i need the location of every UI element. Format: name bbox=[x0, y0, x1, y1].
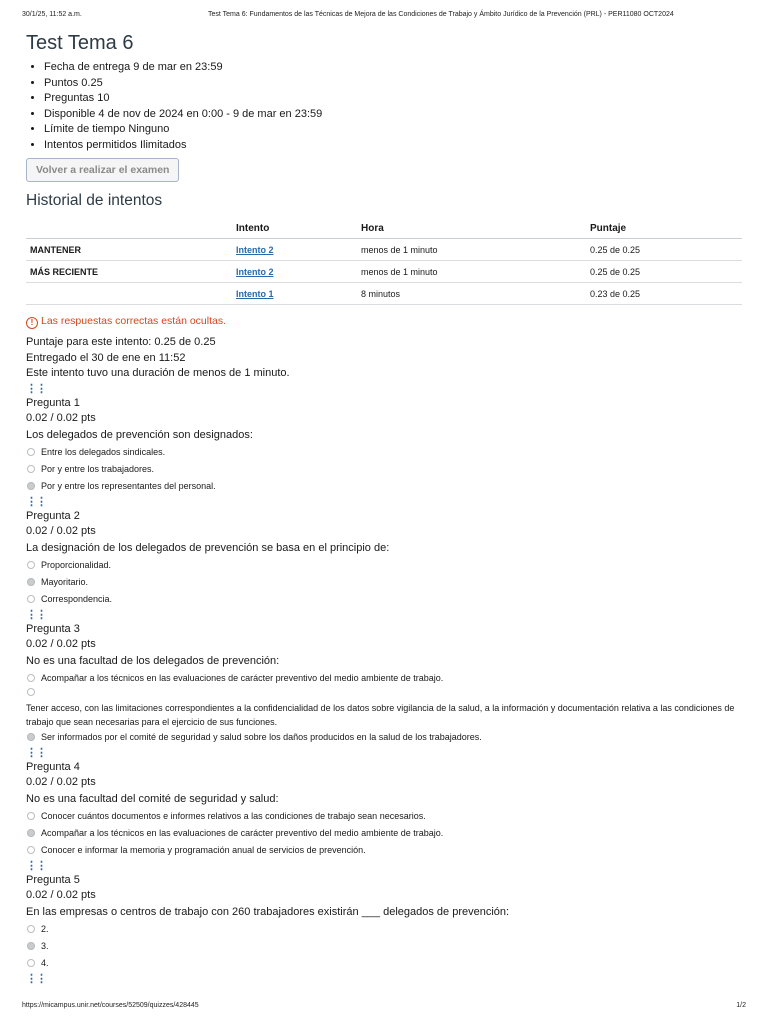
radio-button bbox=[27, 846, 35, 854]
answer-text: 4. bbox=[41, 957, 49, 968]
answer-text: Tener acceso, con las limitaciones correspondientes a la confidencialidad de los datos sobre vigilancia de la salud, a la información y documentación relativa a las condiciones de trabajo que sean necesarias para el ejercicio de sus funciones. bbox=[26, 702, 735, 727]
attempt-score: 0.25 de 0.25 bbox=[586, 261, 742, 283]
answer-option bbox=[26, 461, 744, 478]
attempt-time: menos de 1 minuto bbox=[357, 261, 586, 283]
attempt-score: 0.23 de 0.25 bbox=[586, 283, 742, 305]
detail-points: • Puntos 0.25 bbox=[44, 76, 744, 92]
answer-text: Ser informados por el comité de seguridad y salud sobre los daños producidos en la salud de los trabajadores. bbox=[41, 731, 482, 742]
attempt-history-table bbox=[26, 218, 742, 305]
attempt-status-label bbox=[26, 283, 232, 305]
column-header-attempt: Intento bbox=[232, 218, 357, 239]
answer-option bbox=[26, 921, 744, 938]
attempt-time: menos de 1 minuto bbox=[357, 239, 586, 261]
radio-button bbox=[27, 688, 35, 696]
question-block bbox=[26, 760, 744, 859]
question-points: 0.02 / 0.02 pts bbox=[26, 888, 96, 901]
answer-option bbox=[26, 557, 744, 574]
answer-text: Entre los delegados sindicales. bbox=[41, 446, 166, 457]
quiz-details-list bbox=[26, 60, 744, 153]
radio-button bbox=[27, 561, 35, 569]
question-text: No es una facultad de los delegados de prevención: bbox=[26, 654, 280, 667]
answer-text: Conocer cuántos documentos e informes relativos a las condiciones de trabajo sean necesarios. bbox=[41, 810, 426, 821]
attempt-history-heading: Historial de intentos bbox=[26, 192, 163, 209]
question-block bbox=[26, 509, 744, 608]
column-header-label bbox=[26, 218, 232, 239]
answer-option bbox=[26, 955, 744, 972]
drag-handle-icon[interactable]: ⋮⋮ bbox=[26, 382, 46, 395]
attempt-status-label: MANTENER bbox=[26, 239, 232, 261]
answer-text: Mayoritario. bbox=[41, 576, 89, 587]
answer-option bbox=[26, 808, 744, 825]
print-document-title: Test Tema 6: Fundamentos de las Técnicas de Mejora de las Condiciones de Trabajo y Ámbito Jurídico de la Prevención (PRL) - PER11080 OCT2024 bbox=[208, 11, 674, 18]
question-text: La designación de los delegados de prevención se basa en el principio de: bbox=[26, 541, 390, 554]
question-block bbox=[26, 622, 744, 746]
table-row bbox=[26, 283, 742, 305]
answer-option bbox=[26, 478, 744, 495]
question-text: En las empresas o centros de trabajo con 260 trabajadores existirán ___ delegados de prevención: bbox=[26, 905, 510, 918]
attempt-time: 8 minutos bbox=[357, 283, 586, 305]
radio-button bbox=[27, 674, 35, 682]
hidden-answers-warning bbox=[26, 314, 744, 328]
answer-option bbox=[26, 938, 744, 955]
column-header-score: Puntaje bbox=[586, 218, 742, 239]
column-header-time: Hora bbox=[357, 218, 586, 239]
answer-text: Acompañar a los técnicos en las evaluaciones de carácter preventivo del medio ambiente de trabajo. bbox=[41, 827, 444, 838]
answer-option bbox=[26, 444, 744, 461]
question-points: 0.02 / 0.02 pts bbox=[26, 775, 96, 788]
radio-button-selected bbox=[27, 942, 35, 950]
print-date: 30/1/25, 11:52 a.m. bbox=[22, 11, 82, 18]
drag-handle-icon[interactable]: ⋮⋮ bbox=[26, 608, 46, 621]
question-points: 0.02 / 0.02 pts bbox=[26, 411, 96, 424]
warning-icon: ! bbox=[26, 317, 38, 329]
answer-option bbox=[26, 729, 744, 746]
print-url: https://micampus.unir.net/courses/52509/quizzes/428445 bbox=[22, 1002, 199, 1009]
radio-button bbox=[27, 812, 35, 820]
radio-button-selected bbox=[27, 578, 35, 586]
radio-button-selected bbox=[27, 829, 35, 837]
question-points: 0.02 / 0.02 pts bbox=[26, 524, 96, 537]
answer-text: Por y entre los representantes del personal. bbox=[41, 480, 216, 491]
radio-button-selected bbox=[27, 482, 35, 490]
radio-button-selected bbox=[27, 733, 35, 741]
question-title: Pregunta 5 bbox=[26, 873, 80, 886]
answer-text: Proporcionalidad. bbox=[41, 559, 112, 570]
radio-button bbox=[27, 925, 35, 933]
drag-handle-icon[interactable]: ⋮⋮ bbox=[26, 495, 46, 508]
retake-quiz-button[interactable]: Volver a realizar el examen bbox=[26, 158, 179, 182]
drag-handle-icon[interactable]: ⋮⋮ bbox=[26, 972, 46, 985]
radio-button bbox=[27, 448, 35, 456]
attempt-score: 0.25 de 0.25 bbox=[586, 239, 742, 261]
detail-allowed-attempts: • Intentos permitidos Ilimitados bbox=[44, 138, 744, 154]
answer-text: Acompañar a los técnicos en las evaluaciones de carácter preventivo del medio ambiente de trabajo. bbox=[41, 672, 444, 683]
question-block bbox=[26, 873, 744, 972]
detail-due-date: • Fecha de entrega 9 de mar en 23:59 bbox=[44, 60, 744, 76]
answer-text: Correspondencia. bbox=[41, 593, 113, 604]
question-title: Pregunta 1 bbox=[26, 396, 80, 409]
quiz-content bbox=[26, 30, 744, 986]
question-title: Pregunta 3 bbox=[26, 622, 80, 635]
attempt-link[interactable]: Intento 2 bbox=[236, 244, 274, 255]
answer-option bbox=[26, 670, 744, 687]
print-header bbox=[22, 9, 746, 23]
answer-option bbox=[26, 574, 744, 591]
answer-text: 3. bbox=[41, 940, 49, 951]
attempt-status-label: MÁS RECIENTE bbox=[26, 261, 232, 283]
attempt-duration-text: Este intento tuvo una duración de menos de 1 minuto. bbox=[26, 367, 290, 379]
attempt-link[interactable]: Intento 1 bbox=[236, 288, 274, 299]
attempt-summary bbox=[26, 335, 744, 382]
radio-button bbox=[27, 959, 35, 967]
radio-button bbox=[27, 595, 35, 603]
drag-handle-icon[interactable]: ⋮⋮ bbox=[26, 746, 46, 759]
question-title: Pregunta 2 bbox=[26, 509, 80, 522]
attempt-score-text: Puntaje para este intento: 0.25 de 0.25 bbox=[26, 336, 216, 348]
answer-option bbox=[26, 687, 744, 729]
print-page-number: 1/2 bbox=[736, 1002, 746, 1009]
print-footer bbox=[22, 1002, 746, 1016]
answer-option bbox=[26, 842, 744, 859]
answer-text: Conocer e informar la memoria y programación anual de servicios de prevención. bbox=[41, 844, 366, 855]
drag-handle-icon[interactable]: ⋮⋮ bbox=[26, 859, 46, 872]
table-header-row bbox=[26, 218, 742, 239]
question-text: Los delegados de prevención son designados: bbox=[26, 428, 253, 441]
answer-option bbox=[26, 591, 744, 608]
table-row bbox=[26, 261, 742, 283]
answer-option bbox=[26, 825, 744, 842]
question-points: 0.02 / 0.02 pts bbox=[26, 637, 96, 650]
question-text: No es una facultad del comité de seguridad y salud: bbox=[26, 792, 279, 805]
warning-text: Las respuestas correctas están ocultas. bbox=[41, 315, 227, 327]
question-block bbox=[26, 396, 744, 495]
attempt-submitted-text: Entregado el 30 de ene en 11:52 bbox=[26, 351, 186, 364]
attempt-link[interactable]: Intento 2 bbox=[236, 266, 274, 277]
radio-button bbox=[27, 465, 35, 473]
page-title: Test Tema 6 bbox=[26, 32, 134, 54]
answer-text: 2. bbox=[41, 923, 49, 934]
detail-time-limit: • Límite de tiempo Ninguno bbox=[44, 122, 744, 138]
detail-questions: • Preguntas 10 bbox=[44, 91, 744, 107]
answer-text: Por y entre los trabajadores. bbox=[41, 463, 155, 474]
detail-availability: • Disponible 4 de nov de 2024 en 0:00 - 9 de mar en 23:59 bbox=[44, 107, 744, 123]
question-title: Pregunta 4 bbox=[26, 760, 80, 773]
table-row bbox=[26, 239, 742, 261]
